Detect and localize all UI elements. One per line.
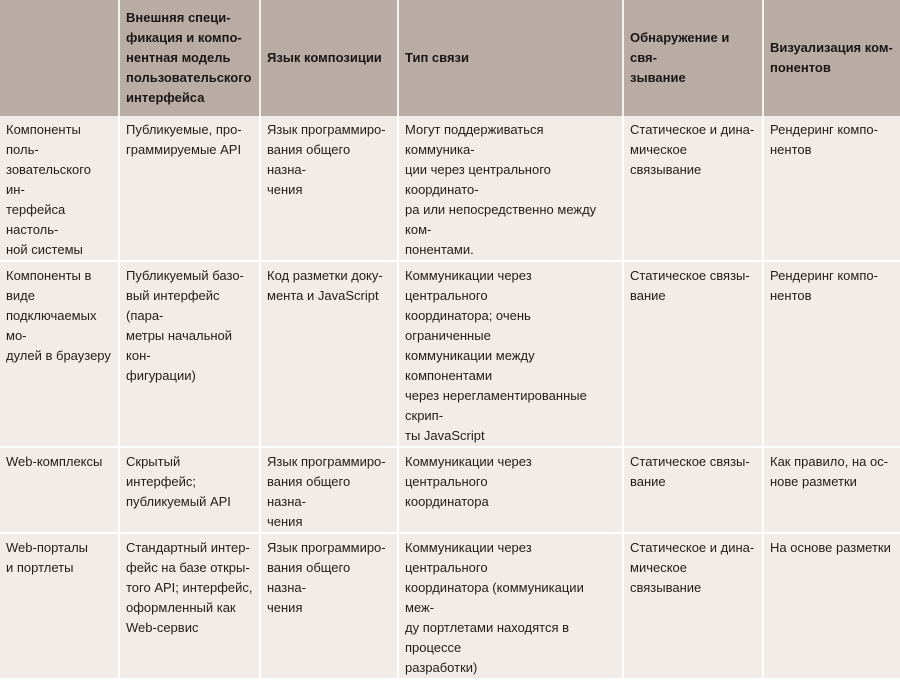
table-cell [120, 262, 261, 448]
header-cell-discovery-binding [624, 0, 764, 116]
cell-text: Язык программиро- вания общего назна- чения [267, 454, 386, 529]
header-cell-empty [0, 0, 120, 116]
table-cell [261, 262, 399, 448]
cell-text: Публикуемые, про- граммируемые API [126, 122, 242, 157]
cell-text: На основе разметки [770, 540, 891, 555]
table-cell [399, 448, 624, 534]
row-label-cell [0, 262, 120, 448]
header-label: Язык композиции [267, 50, 382, 65]
cell-text: Компоненты в виде подключаемых мо- дулей в браузеру [6, 268, 111, 363]
cell-text: Статическое связы- вание [630, 454, 750, 489]
cell-text: Web-комплексы [6, 454, 103, 469]
header-label: Тип связи [405, 50, 469, 65]
table-body [0, 116, 900, 680]
table-cell [624, 448, 764, 534]
header-cell-visualization [764, 0, 900, 116]
cell-text: Язык программиро- вания общего назна- чения [267, 540, 386, 615]
cell-text: Компоненты поль- зовательского ин- терфейса настоль- ной системы [6, 122, 91, 257]
cell-text: Язык программиро- вания общего назна- чения [267, 122, 386, 197]
cell-text: Web-порталы и портлеты [6, 540, 89, 575]
cell-text: Статическое и дина- мическое связывание [630, 122, 755, 177]
table-row [0, 262, 900, 448]
table-cell [624, 262, 764, 448]
header-label: Визуализация ком- понентов [770, 40, 893, 75]
table-row [0, 116, 900, 262]
row-label-cell [0, 448, 120, 534]
table-row [0, 448, 900, 534]
table-cell [261, 116, 399, 262]
header-label: Внешняя специ- фикация и компо- нентная модель пользовательского интерфейса [126, 10, 252, 105]
table-cell [764, 116, 900, 262]
cell-text: Могут поддерживаться коммуника- ции через центрального координато- ра или непосредственно между ком- понентами. [405, 122, 597, 257]
table-cell [261, 534, 399, 680]
table-cell [764, 448, 900, 534]
cell-text: Стандартный интер- фейс на базе откры- того API; интерфейс, оформленный как Web-сервис [126, 540, 253, 635]
row-label-cell [0, 534, 120, 680]
table-cell [120, 534, 261, 680]
table-cell [764, 534, 900, 680]
table-cell [120, 116, 261, 262]
table-row [0, 534, 900, 680]
table-cell [399, 262, 624, 448]
table-cell [399, 116, 624, 262]
header-cell-communication-type [399, 0, 624, 116]
table-cell [261, 448, 399, 534]
cell-text: Рендеринг компо- нентов [770, 122, 878, 157]
cell-text: Рендеринг компо- нентов [770, 268, 878, 303]
header-cell-composition-language [261, 0, 399, 116]
table-header [0, 0, 900, 116]
cell-text: Коммуникации через центрального координатора; очень ограниченные коммуникации между компонентами через нерегламентированные скрип- ты JavaScript [405, 268, 587, 443]
cell-text: Коммуникации через центрального координатора [405, 454, 532, 509]
cell-text: Скрытый интерфейс; публикуемый API [126, 454, 231, 509]
table-cell [120, 448, 261, 534]
header-row [0, 0, 900, 116]
table-cell [399, 534, 624, 680]
table-cell [624, 534, 764, 680]
row-label-cell [0, 116, 120, 262]
cell-text: Статическое связы- вание [630, 268, 750, 303]
cell-text: Коммуникации через центрального координатора (коммуникации меж- ду портлетами находятся в процессе разработки) [405, 540, 584, 675]
table-cell [624, 116, 764, 262]
cell-text: Код разметки доку- мента и JavaScript [267, 268, 383, 303]
cell-text: Публикуемый базо- вый интерфейс (пара- метры начальной кон- фигурации) [126, 268, 244, 383]
cell-text: Как правило, на ос- нове разметки [770, 454, 889, 489]
table-cell [764, 262, 900, 448]
header-label: Обнаружение и свя- зывание [630, 30, 730, 85]
header-cell-spec [120, 0, 261, 116]
cell-text: Статическое и дина- мическое связывание [630, 540, 755, 595]
